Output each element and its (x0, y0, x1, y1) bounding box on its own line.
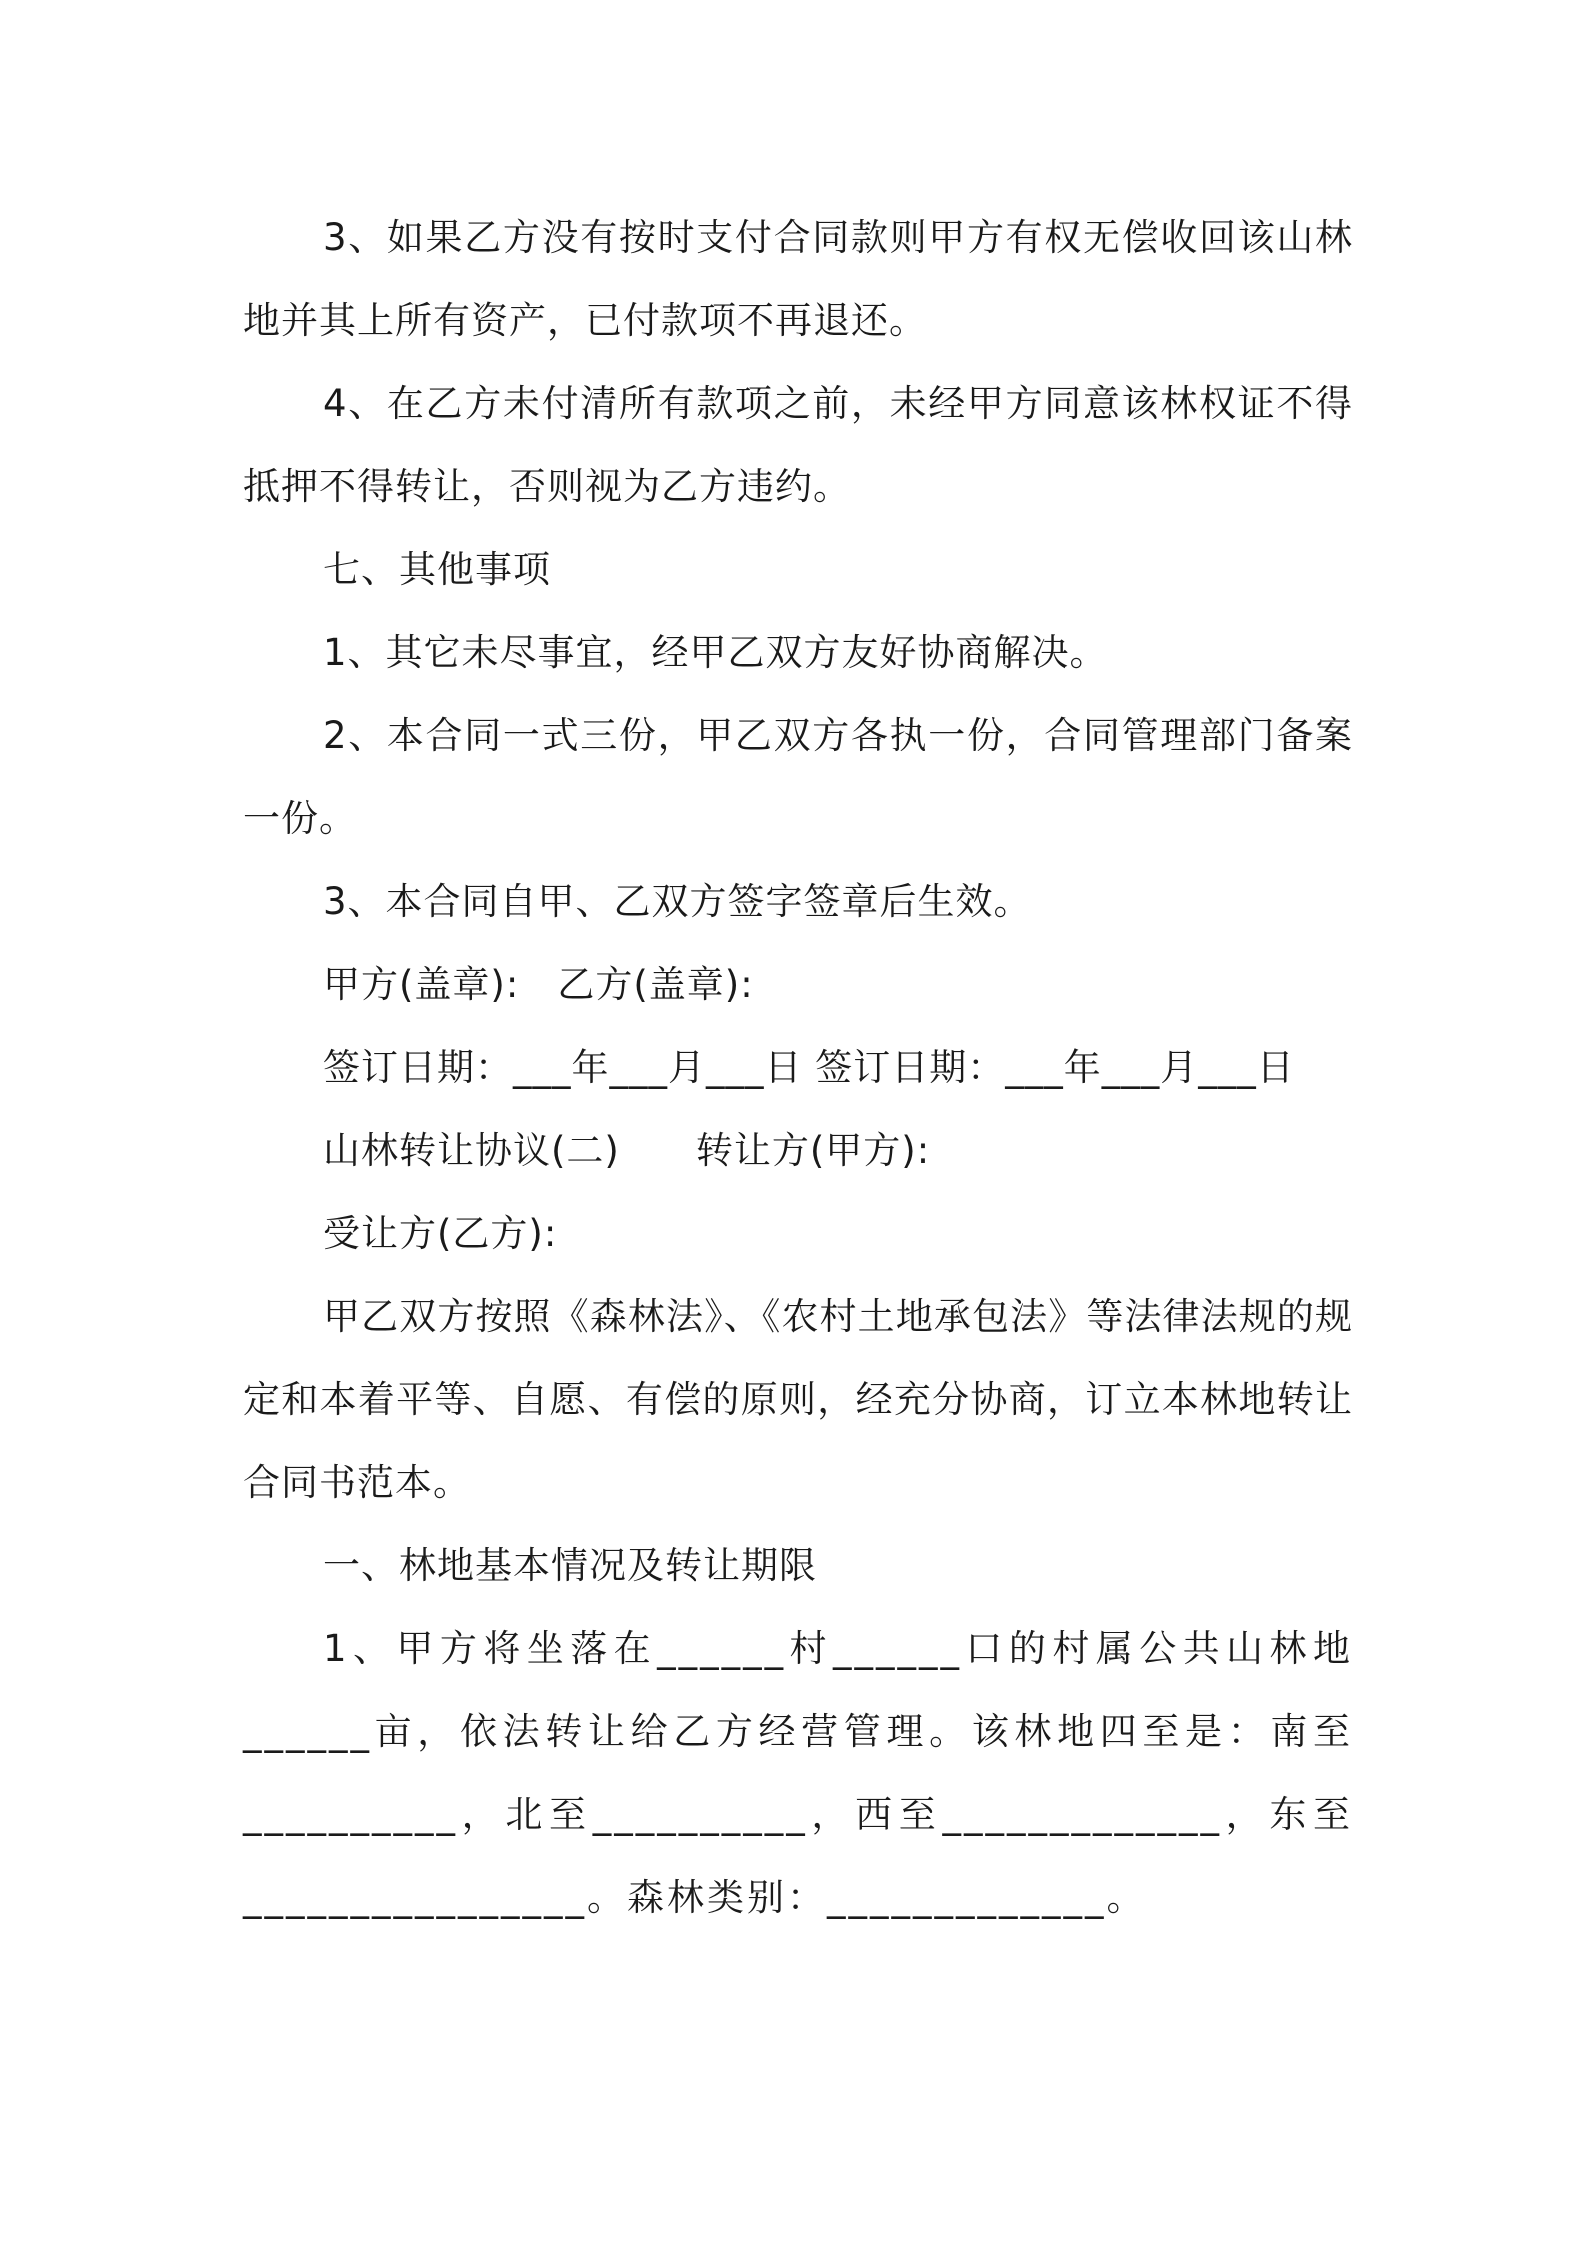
agreement-two-title: 山林转让协议(二) 转让方(甲方): (323, 1129, 931, 1172)
clause-1-location: 1、甲方将坐落在______村______口的村属公共山林地______亩，依法转让给乙方经营管理。该林地四至是：南至__________，北至__________，西至_____________，东至________________。森林类别：_____________。 (243, 1627, 1353, 1919)
seal-line: 甲方(盖章): 乙方(盖章): (323, 963, 754, 1006)
clause-4-no-mortgage: 4、在乙方未付清所有款项之前，未经甲方同意该林权证不得抵押不得转让，否则视为乙方违约。 (243, 382, 1353, 508)
section-heading-basic-info: 一、林地基本情况及转让期限 (323, 1544, 817, 1587)
section-heading-other-matters: 七、其他事项 (323, 548, 551, 591)
preamble-paragraph: 甲乙双方按照《森林法》、《农村土地承包法》等法律法规的规定和本着平等、自愿、有偿的原则，经充分协商，订立本林地转让合同书范本。 (243, 1295, 1353, 1504)
clause-3-effective: 3、本合同自甲、乙双方签字签章后生效。 (323, 880, 1032, 923)
document-body (243, 196, 1353, 1939)
clause-3-forfeit: 3、如果乙方没有按时支付合同款则甲方有权无偿收回该山林地并其上所有资产，已付款项不再退还。 (243, 216, 1353, 342)
clause-1-unresolved-matters: 1、其它未尽事宜，经甲乙双方友好协商解决。 (323, 631, 1108, 674)
clause-2-copies: 2、本合同一式三份，甲乙双方各执一份，合同管理部门备案一份。 (243, 714, 1353, 840)
transferee-line: 受让方(乙方): (323, 1212, 558, 1255)
signing-date-line: 签订日期：___年___月___日 签订日期：___年___月___日 (323, 1046, 1295, 1089)
